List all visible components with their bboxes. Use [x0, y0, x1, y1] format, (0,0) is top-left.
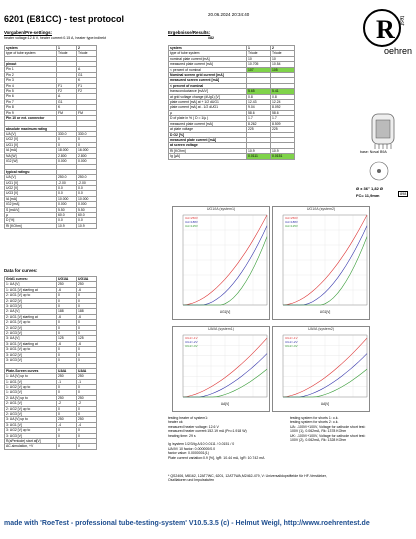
cell-value: 10.705: [247, 62, 271, 67]
cell-value: -4: [57, 422, 77, 427]
cell-value: 8.509: [271, 121, 295, 126]
x-axis-label: UG1[V]: [319, 310, 331, 314]
plot-title: UA/IA (system2): [308, 327, 334, 331]
plot-title: UA/IA (system1): [208, 327, 234, 331]
cell-value: -4: [77, 422, 97, 427]
cell-value: 250: [77, 282, 97, 287]
row-label: measured plate current [mA]: [169, 121, 247, 126]
note-line: Ig /system 1/2/3/Ig A/10 0.0111 / 0.0151 / 0: [168, 442, 235, 447]
cell-value: -2: [57, 401, 77, 406]
legend-entry: UG1=-2V: [185, 340, 198, 344]
row-label: measured screen current [mA]: [169, 78, 247, 83]
cell-value: 0.0: [77, 191, 97, 196]
cell-value: 250: [77, 374, 97, 379]
cell-value: 250: [57, 417, 77, 422]
cell-value: 0.0: [77, 185, 97, 190]
row-label: Pin 3: [5, 78, 57, 83]
cell-value: 2.800: [57, 153, 77, 158]
cell-value: 58.6: [271, 110, 295, 115]
row-label: UA [V]: [5, 175, 57, 180]
results-id: #82: [208, 36, 214, 40]
cell-value: 58.6: [247, 110, 271, 115]
row-label: 2: UG1 [V] up to: [5, 320, 57, 325]
cell-value: 10.9: [77, 223, 97, 228]
cell-value: 225: [271, 127, 295, 132]
results-table: [168, 45, 295, 160]
row-label: Plate-Screen curves: [5, 368, 57, 373]
row-label: at plate voltage: [169, 127, 247, 132]
cell-value: 0: [57, 428, 77, 433]
cell-value: 10.54: [271, 62, 295, 67]
cell-value: F2: [57, 89, 77, 94]
curves-table: [4, 276, 97, 450]
legend-entry: UG1=-4V: [285, 344, 298, 348]
cell-value: 0.000: [77, 202, 97, 207]
row-label: 1: UG2 [V] up to: [5, 384, 57, 389]
cell-value: 330.0: [77, 132, 97, 137]
cell-value: K: [77, 78, 97, 83]
row-label: IA [mA]: [5, 196, 57, 201]
cell-value: 0.000: [57, 159, 77, 164]
cell-value: 2.800: [77, 153, 97, 158]
cell-value: 250: [77, 417, 97, 422]
cell-value: 5.65: [247, 89, 271, 94]
cell-value: 10.000: [77, 196, 97, 201]
cell-value: 10: [247, 56, 271, 61]
cell-value: Triode: [271, 51, 295, 56]
cell-value: 18.000: [57, 148, 77, 153]
row-label: at screen voltage: [169, 143, 247, 148]
row-label: 3: UG3 [V]: [5, 433, 57, 438]
plot-ug1-ia-system1: [172, 206, 270, 320]
plot-title: UG1/IA (system1): [206, 207, 236, 211]
cell-value: 0: [77, 320, 97, 325]
cell-value: 1.7: [247, 116, 271, 121]
row-label: D G2 [%]: [169, 132, 247, 137]
cell-value: 0: [57, 390, 77, 395]
note-line: testing system for shorts 2: o.k.: [290, 420, 339, 425]
cell-value: Triode: [77, 51, 97, 56]
cell-value: 10.9: [271, 148, 295, 153]
cell-value: 0: [77, 137, 97, 142]
settings-line: heater voltage:12.6 V, heater current:0.15 A, heater type:indirekt: [4, 36, 106, 40]
cell-value: 0: [57, 411, 77, 416]
curves-title: Data for curves:: [4, 268, 38, 273]
cell-value: 0.0: [57, 185, 77, 190]
cell-value: 0: [57, 347, 77, 352]
row-label: µ: [5, 212, 57, 217]
cell-value: 0.0151: [271, 154, 295, 159]
row-label: type of tube system: [5, 51, 57, 56]
cell-value: 0: [57, 293, 77, 298]
row-label: transconductance [mA/V]: [169, 89, 247, 94]
note-line: measured heater current:152.19 mA (Pn=1.918 W): [168, 429, 247, 434]
cell-value: FM: [57, 110, 77, 115]
settings-title: Vorgaben/Pre-settings:: [4, 30, 52, 35]
cell-value: 0: [57, 384, 77, 389]
cell-value: 0: [77, 384, 97, 389]
row-label: at grid voltage change (dUg1) [V]: [169, 94, 247, 99]
row-label: measured plate current [mA]: [169, 137, 247, 142]
row-label: D [%]: [5, 218, 57, 223]
cell-value: 0: [77, 428, 97, 433]
row-label: Pin 10 or ext. connector: [5, 116, 57, 121]
page-title: 6201 (E81CC) - test protocol: [4, 14, 125, 24]
cell-value: UAIA: [77, 368, 97, 373]
row-label: S [mA/V]: [5, 207, 57, 212]
row-label: Pin 1: [5, 67, 57, 72]
cell-value: 250: [57, 282, 77, 287]
plot-ua-ia-system2: [272, 326, 370, 412]
row-label: 3: UG1 [V] up to: [5, 347, 57, 352]
cell-value: -6: [77, 341, 97, 346]
cell-value: 0: [77, 406, 97, 411]
cell-value: 16.000: [77, 148, 97, 153]
cell-value: -1: [57, 379, 77, 384]
row-label: IA [mA]: [5, 148, 57, 153]
row-label: 1: UA [V]: [5, 282, 57, 287]
legend-entry: UG1=-2V: [285, 340, 298, 344]
cell-value: UAIA: [57, 368, 77, 373]
cell-value: 0: [77, 293, 97, 298]
row-label: Nominal screen grid current [mA]: [169, 73, 247, 78]
cell-value: 0: [57, 325, 77, 330]
row-label: < percent of nominal: [169, 67, 247, 72]
cell-value: 0: [57, 444, 77, 449]
row-label: IG2 [mA]: [5, 202, 57, 207]
row-label: UG2 [V]: [5, 185, 57, 190]
cell-value: 0: [57, 142, 77, 147]
note-line: measured heater voltage: 12.6 V: [168, 424, 219, 429]
row-label: UA [V]: [5, 132, 57, 137]
row-label: IG2 [W]: [5, 159, 57, 164]
right-table-container: [168, 45, 295, 160]
row-label: system: [169, 46, 247, 51]
row-label: 2: UG3 [V]: [5, 411, 57, 416]
test-notes-right: [290, 416, 365, 442]
legend-entry: UG1=-1V: [285, 336, 298, 340]
cell-value: 2: [77, 46, 97, 51]
cell-value: 0.0: [57, 191, 77, 196]
results-title: Ergebnisse/Results:: [168, 30, 211, 35]
row-label: 3: UG2 [V]: [5, 352, 57, 357]
cell-value: F1: [57, 83, 77, 88]
cell-value: 10.9: [57, 223, 77, 228]
note-line: heating time: 29 s: [168, 433, 196, 438]
row-label: typical ratings:: [5, 169, 57, 174]
footer-credit: made with 'RoeTest - professional tube-testing-system' V10.5.3.5 (c) - Helmut Weigl, http://www.roehrentest.de: [4, 520, 370, 527]
cell-value: 5.41: [271, 89, 295, 94]
curves-table-container: [4, 276, 97, 450]
row-label: Pin 7: [5, 99, 57, 104]
cell-value: 0: [77, 352, 97, 357]
cell-value: 250: [77, 395, 97, 400]
cell-value: 2: [271, 46, 295, 51]
cell-value: 0.0111: [247, 154, 271, 159]
cell-value: UG1IA: [77, 277, 97, 282]
cell-value: -2.00: [77, 180, 97, 185]
row-label: 1: UG1 [V]: [5, 379, 57, 384]
svg-text:R: R: [376, 15, 395, 44]
note-line: UA/IV/ 10 factor: 0.000000/0.0: [168, 446, 216, 451]
row-label: Pin 2: [5, 72, 57, 77]
row-label: 1: UA [V] up to: [5, 374, 57, 379]
cell-value: 12.43: [247, 100, 271, 105]
cell-value: 125: [57, 336, 77, 341]
cell-value: -6: [57, 314, 77, 319]
row-label: 2: UG1 [V] up to: [5, 293, 57, 298]
row-label: 3: UA [V]: [5, 336, 57, 341]
cell-value: -6: [57, 341, 77, 346]
cell-value: A: [57, 94, 77, 99]
table-row: [5, 223, 97, 228]
row-label: measured plate current [mA]: [169, 62, 247, 67]
cell-value: 0: [77, 444, 97, 449]
legend-entry: UG1=-4V: [185, 344, 198, 348]
note-line: 100V (1), 0.062mA, Rk: 1378 KOhm: [290, 429, 347, 434]
cell-value: 10: [271, 56, 295, 61]
cell-value: 0: [77, 358, 97, 363]
row-label: µ: [169, 110, 247, 115]
row-label: 1: UG1 [V] starting at: [5, 287, 57, 292]
cell-value: -1: [77, 379, 97, 384]
row-label: Pin 8: [5, 105, 57, 110]
cell-value: 0: [57, 406, 77, 411]
cell-value: -6: [77, 287, 97, 292]
row-label: 2: UA [V]: [5, 309, 57, 314]
cell-value: 0.000: [77, 159, 97, 164]
pinout-ratings-table: [4, 45, 97, 229]
cell-value: 0.8: [247, 94, 271, 99]
table-row: [169, 154, 295, 159]
note-line: * QS2406, M8162, 12AT7WC, 6201, 12AT7WA,M2462-479, V: Universalidopstftelde für HF-Verstärker,: [168, 474, 327, 478]
legend-entry: UA=125V: [185, 224, 198, 228]
x-axis-label: UG1[V]: [219, 310, 231, 314]
row-label: Ig [µA]: [169, 154, 247, 159]
row-label: 3: UG1 [V] starting at: [5, 341, 57, 346]
legend-entry: UA=188V: [185, 220, 198, 224]
row-label: 3: UG3 [V]: [5, 358, 57, 363]
plot-ua-ia-system1: [172, 326, 270, 412]
cell-value: 0: [77, 331, 97, 336]
base-label: base: Noval B9A: [360, 150, 387, 154]
cell-value: 250.0: [57, 175, 77, 180]
note-line: testing heater of system1:: [168, 416, 209, 420]
note-line: UA: -100V/+100V, Voltage for cathode short test:: [290, 424, 366, 429]
row-label: Pin 6: [5, 94, 57, 99]
plot-title: UG1/IA (system2): [306, 207, 336, 211]
cell-value: 225: [247, 127, 271, 132]
row-label: 2: UG1 [V]: [5, 401, 57, 406]
cell-value: 188: [57, 309, 77, 314]
row-label: 2: UA [V] up to: [5, 395, 57, 400]
note-line: factor value: 0.0000001(1): [168, 451, 209, 456]
note-line: UK: -100V/+100V, Voltage for cathode short test:: [290, 433, 366, 438]
row-label: absolute maximum rating: [5, 126, 57, 131]
row-label: UG2 [V]: [5, 137, 57, 142]
cell-value: G1: [77, 72, 97, 77]
cell-value: 188: [77, 309, 97, 314]
cell-value: 1.7: [271, 116, 295, 121]
cell-value: 0.000: [57, 202, 77, 207]
cell-value: FM: [77, 110, 97, 115]
cell-value: 1: [247, 46, 271, 51]
row-label: Pin 4: [5, 83, 57, 88]
row-label: AC-simulation, +V: [5, 444, 57, 449]
cell-value: 10.9: [247, 148, 271, 153]
row-label: 3: UG2 [V] up to: [5, 428, 57, 433]
row-label: R(aPentode) start at[V]: [5, 438, 57, 443]
cell-value: -2.00: [57, 180, 77, 185]
test-notes-left: [168, 416, 265, 460]
dimensions-label-2: FC= 11,9mm: [356, 193, 380, 198]
row-label: plate current [mA] at - 1/2 dUG1: [169, 105, 247, 110]
base-code: 898: [400, 192, 407, 196]
legend-entry: UA=125V: [285, 224, 298, 228]
row-label: 2: UG1 [V] starting at: [5, 314, 57, 319]
row-label: 2: UG2 [V]: [5, 298, 57, 303]
cell-value: 5.50: [77, 207, 97, 212]
cell-value: 60.0: [57, 212, 77, 217]
cell-value: 10.000: [57, 196, 77, 201]
row-label: NA [W]: [5, 153, 57, 158]
row-label: Pin 9: [5, 110, 57, 115]
cell-value: K: [57, 105, 77, 110]
x-axis-label: UA[V]: [220, 402, 230, 406]
row-label: UG1 [V]: [5, 142, 57, 147]
cell-value: 0.8: [271, 94, 295, 99]
cell-value: 0: [77, 347, 97, 352]
cell-value: Triode: [247, 51, 271, 56]
cell-value: 0: [77, 304, 97, 309]
row-label: UG3 [V]: [5, 191, 57, 196]
cell-value: 0: [57, 358, 77, 363]
cell-value: 0: [57, 320, 77, 325]
datetime-label: 20.06.2024 20:34:40: [208, 12, 250, 17]
dimensions-label: Ø x 36" 1,82 Ø: [356, 186, 384, 191]
legend-entry: UG1=-1V: [185, 336, 198, 340]
row-label: plate current [mA] at + 1/2 dUG1: [169, 100, 247, 105]
cell-value: 8.092: [271, 105, 295, 110]
left-table-container: [4, 45, 97, 229]
cell-value: 250: [57, 374, 77, 379]
cell-value: 330.0: [57, 132, 77, 137]
row-label: 2: UG2 [V]: [5, 325, 57, 330]
cell-value: A: [77, 67, 97, 72]
cell-value: 0: [57, 331, 77, 336]
cell-value: 0: [57, 298, 77, 303]
note-line: Oszillatoren und Impulsstufen: [168, 478, 215, 483]
cell-value: 9.04: [247, 105, 271, 110]
row-label: 2: UG2 [V] up to: [5, 406, 57, 411]
x-axis-label: UA[V]: [320, 402, 330, 406]
cell-value: 0: [57, 433, 77, 438]
row-label: D of plate in % ( D = 1/µ ): [169, 116, 247, 121]
tube-equivalents-note: [168, 474, 327, 483]
cell-value: G1: [57, 99, 77, 104]
cell-value: 0: [57, 352, 77, 357]
svg-text:oehren: oehren: [384, 46, 413, 56]
row-label: UG1 [V]: [5, 180, 57, 185]
cell-value: 0: [57, 137, 77, 142]
row-label: nominal plate current [mA]: [169, 56, 247, 61]
cell-value: F1: [77, 83, 97, 88]
row-label: Pin 5: [5, 89, 57, 94]
cell-value: F2: [77, 89, 97, 94]
row-label: pinout: [5, 62, 57, 67]
cell-value: Triode: [57, 51, 77, 56]
row-label: Ri [KOhm]: [169, 148, 247, 153]
legend-entry: UA=250V: [185, 216, 198, 220]
cell-value: 0: [77, 411, 97, 416]
row-label: 1: UG3 [V]: [5, 390, 57, 395]
socket-diagram: [364, 160, 394, 187]
cell-value: -2: [77, 401, 97, 406]
legend-entry: UA=188V: [285, 220, 298, 224]
row-label: 3: UA [V] up to: [5, 417, 57, 422]
cell-value: 125: [77, 336, 97, 341]
plot-ug1-ia-system2: [272, 206, 370, 320]
note-line: heater ok: [168, 420, 183, 425]
cell-value: 0.0: [57, 218, 77, 223]
cell-value: 12.24: [271, 100, 295, 105]
table-row: [5, 444, 97, 449]
cell-value: 1: [57, 46, 77, 51]
cell-value: 0: [57, 304, 77, 309]
cell-value: 0: [77, 390, 97, 395]
row-label: Ri [KOhm]: [5, 223, 57, 228]
row-label: 3: UG3 [V]: [5, 304, 57, 309]
cell-value: 0: [77, 142, 97, 147]
cell-value: 0: [77, 433, 97, 438]
cell-value: 8.262: [247, 121, 271, 126]
cell-value: 250.0: [77, 175, 97, 180]
cell-value: 0.0: [77, 218, 97, 223]
row-label: < percent of nominal: [169, 83, 247, 88]
roehrentest-logo: [356, 4, 413, 62]
cell-value: 105: [271, 67, 295, 72]
cell-value: 107: [247, 67, 271, 72]
cell-value: 0: [77, 298, 97, 303]
legend-entry: UA=250V: [285, 216, 298, 220]
cell-value: 0: [77, 325, 97, 330]
note-line: Plate current variation:0.9 [%], IgR: 10.44 mA, IgR: 10.742 mA: [168, 455, 265, 460]
row-label: type of tube system: [169, 51, 247, 56]
cell-value: -6: [57, 287, 77, 292]
note-line: testing system for shorts 1: o.k.: [290, 416, 339, 420]
note-line: 100V (2), 0.062mA, Rk: 1328 KOhm: [290, 438, 347, 443]
cell-value: 60.0: [77, 212, 97, 217]
row-label: 2: UG3 [V]: [5, 331, 57, 336]
row-label: Grid1 curves:: [5, 277, 57, 282]
row-label: system: [5, 46, 57, 51]
row-label: 3: UG1 [V]: [5, 422, 57, 427]
cell-value: 5.50: [57, 207, 77, 212]
cell-value: 250: [57, 395, 77, 400]
svg-text:test: test: [398, 16, 404, 26]
cell-value: -6: [77, 314, 97, 319]
cell-value: UG1IA: [57, 277, 77, 282]
